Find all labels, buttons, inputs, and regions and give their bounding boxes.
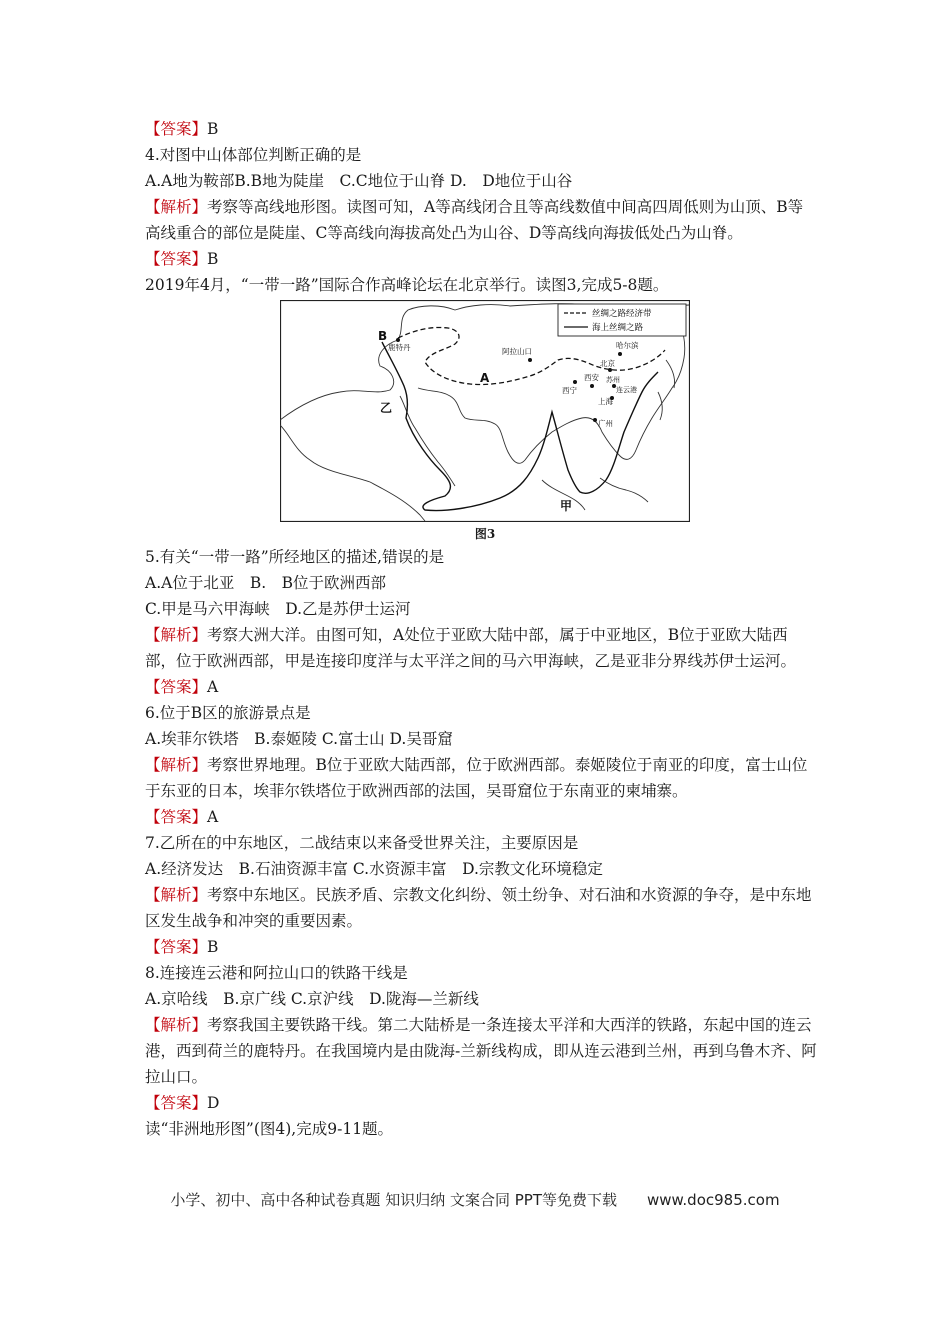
question-5-options-1: A.A位于北亚 B. B位于欧洲西部	[145, 574, 387, 592]
dot-alashankou	[528, 358, 532, 362]
intro-5-8: 2019年4月，“一带一路”国际合作高峰论坛在北京举行。读图3,完成5-8题。	[145, 276, 669, 294]
answer-8: 【答案】D	[145, 1094, 220, 1112]
answer-7: 【答案】B	[145, 938, 219, 956]
dot-guangzhou	[593, 418, 597, 422]
legend-land-label: 丝绸之路经济带	[592, 309, 652, 319]
dot-beijing	[608, 368, 612, 372]
question-7-options: A.经济发达 B.石油资源丰富 C.水资源丰富 D.宗教文化环境稳定	[145, 860, 603, 878]
map-label-rotterdam: 鹿特丹	[388, 343, 411, 352]
analysis-8: 【解析】考察我国主要铁路干线。第二大陆桥是一条连接太平洋和大西洋的铁路，东起中国的连云港，西到荷兰的鹿特丹。在我国境内是由陇海-兰新线构成，即从连云港到兰州，再到乌鲁木齐、阿拉山口。	[145, 1016, 817, 1086]
question-4-options: A.A地为鞍部B.B地为陡崖 C.C地位于山脊 D. D地位于山谷	[145, 172, 573, 190]
map-label-b: B	[378, 329, 388, 343]
analysis-7: 【解析】考察中东地区。民族矛盾、宗教文化纠纷、领土纷争、对石油和水资源的争夺，是中东地区发生战争和冲突的重要因素。	[145, 886, 812, 930]
figure-3-map	[280, 300, 690, 544]
dot-xian	[590, 384, 594, 388]
question-5: 5.有关“一带一路”所经地区的描述,错误的是	[145, 548, 445, 566]
dot-xining	[573, 380, 577, 384]
analysis-6: 【解析】考察世界地理。B位于亚欧大陆西部，位于欧洲西部。泰姬陵位于南亚的印度，富士山位于东亚的日本，埃菲尔铁塔位于欧洲西部的法国，吴哥窟位于东南亚的柬埔寨。	[145, 756, 808, 800]
legend-sea-label: 海上丝绸之路	[592, 323, 644, 333]
dot-rotterdam	[396, 338, 400, 342]
map-label-xian: 西安	[584, 373, 599, 382]
answer-3: 【答案】B	[145, 120, 219, 138]
page-footer: 小学、初中、高中各种试卷真题 知识归纳 文案合同 PPT等免费下载 www.doc985.com	[170, 1191, 780, 1209]
answer-6: 【答案】A	[145, 808, 219, 826]
analysis-4: 【解析】考察等高线地形图。读图可知，A等高线闭合且等高线数值中间高四周低则为山顶、B等高线重合的部位是陡崖、C等高线向海拔高处凸为山谷、D等高线向海拔低处凸为山脊。	[145, 198, 804, 242]
document-body	[145, 116, 817, 1142]
map-label-alashankou: 阿拉山口	[502, 347, 532, 356]
map-label-yi: 乙	[380, 401, 393, 415]
map-label-xining: 西宁	[562, 386, 577, 395]
map-label-harbin: 哈尔滨	[616, 341, 639, 350]
question-8-options: A.京哈线 B.京广线 C.京沪线 D.陇海—兰新线	[145, 990, 479, 1008]
question-4: 4.对图中山体部位判断正确的是	[145, 146, 362, 164]
question-6: 6.位于B区的旅游景点是	[145, 704, 311, 722]
map-label-lianyungang: 连云港	[616, 386, 637, 394]
belt-road-map	[280, 300, 690, 522]
figure-caption: 图3	[474, 527, 496, 541]
map-label-beijing: 北京	[600, 359, 615, 368]
question-8: 8.连接连云港和阿拉山口的铁路干线是	[145, 964, 408, 982]
map-label-guangzhou: 广州	[598, 419, 613, 428]
answer-5: 【答案】A	[145, 678, 219, 696]
map-label-jia: 甲	[560, 499, 573, 513]
intro-9-11: 读“非洲地形图”(图4),完成9-11题。	[145, 1120, 394, 1138]
map-label-shanghai: 上海	[598, 397, 613, 406]
question-5-options-2: C.甲是马六甲海峡 D.乙是苏伊士运河	[145, 600, 411, 618]
answer-4: 【答案】B	[145, 250, 219, 268]
question-6-options: A.埃菲尔铁塔 B.泰姬陵 C.富士山 D.吴哥窟	[145, 730, 453, 748]
map-label-suzhou: 苏州	[606, 376, 620, 384]
map-label-a: A	[480, 371, 490, 385]
question-7: 7.乙所在的中东地区，二战结束以来备受世界关注，主要原因是	[145, 834, 579, 852]
analysis-5: 【解析】考察大洲大洋。由图可知，A处位于亚欧大陆中部，属于中亚地区，B位于亚欧大陆西部，位于欧洲西部，甲是连接印度洋与太平洋之间的马六甲海峡，乙是亚非分界线苏伊士运河。	[145, 626, 797, 670]
dot-harbin	[618, 352, 622, 356]
